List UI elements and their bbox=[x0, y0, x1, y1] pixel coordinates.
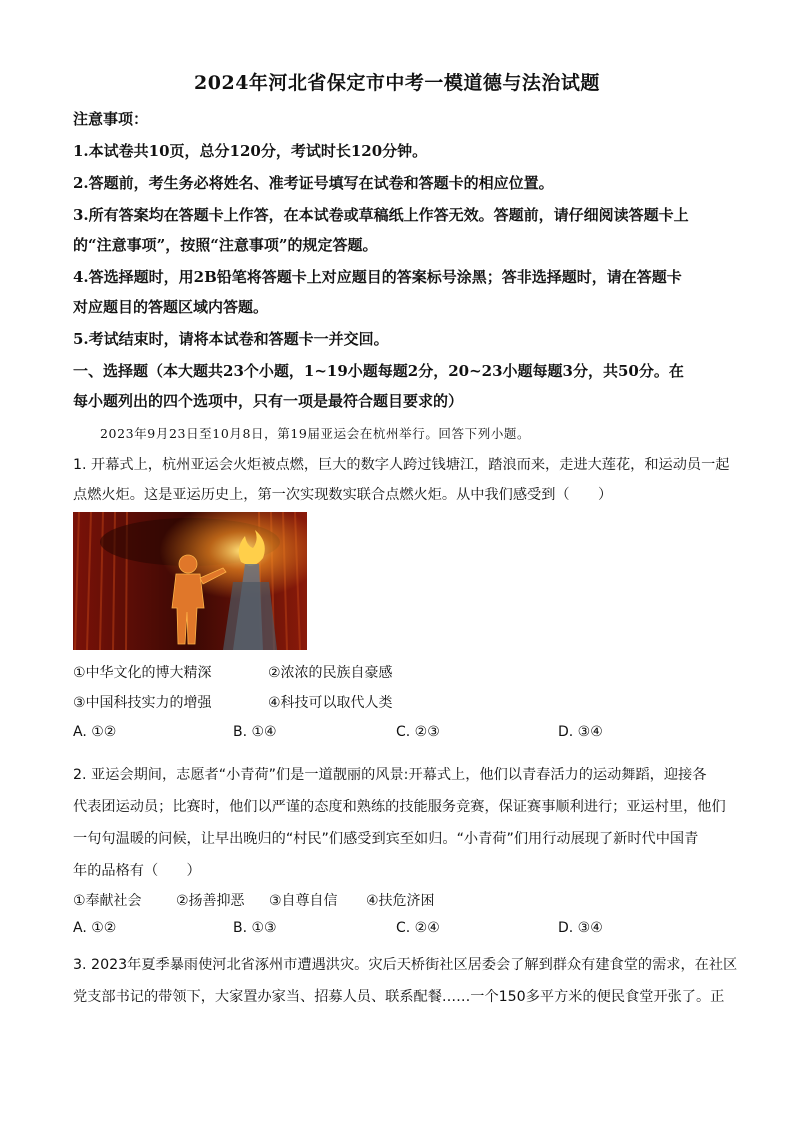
notice-item-4-cont: 对应题目的答题区域内答题。 bbox=[73, 298, 269, 316]
section-heading: 一、选择题（本大题共23个小题，1~19小题每题2分，20~23小题每题3分，共50分。在 bbox=[73, 362, 684, 380]
page-title: 2024年河北省保定市中考一模道德与法治试题 bbox=[194, 72, 600, 94]
q2-stem-line-2: 代表团运动员；比赛时，他们以严谨的态度和熟练的技能服务竞赛，保证赛事顺利进行；亚运村里，他们 bbox=[73, 799, 726, 815]
q2-statement-4: ④扶危济困 bbox=[366, 893, 435, 909]
q1-choice-b[interactable]: B. ①④ bbox=[233, 724, 277, 740]
q2-statement-3: ③自尊自信 bbox=[269, 893, 338, 909]
notice-item-3: 3.所有答案均在答题卡上作答，在本试卷或草稿纸上作答无效。答题前，请仔细阅读答题卡上 bbox=[73, 206, 689, 224]
q2-statement-1: ①奉献社会 bbox=[73, 893, 142, 909]
notice-item-2: 2.答题前，考生务必将姓名、准考证号填写在试卷和答题卡的相应位置。 bbox=[73, 174, 554, 192]
q2-statement-2: ②扬善抑恶 bbox=[176, 893, 245, 909]
q1-choice-d[interactable]: D. ③④ bbox=[558, 724, 603, 740]
notice-heading: 注意事项： bbox=[73, 110, 149, 128]
torch-lighting-photo bbox=[73, 512, 307, 650]
q2-choice-d[interactable]: D. ③④ bbox=[558, 920, 603, 936]
q2-stem-line-3: 一句句温暖的问候，让早出晚归的“村民”们感受到宾至如归。“小青荷”们用行动展现了新时代中国青 bbox=[73, 831, 699, 847]
notice-item-3-cont: 的“注意事项”，按照“注意事项”的规定答题。 bbox=[73, 236, 378, 254]
q1-choice-a[interactable]: A. ①② bbox=[73, 724, 117, 740]
q1-statement-1: ①中华文化的博大精深 bbox=[73, 665, 212, 681]
q3-stem-line-1: 3. 2023年夏季暴雨使河北省涿州市遭遇洪灾。灾后天桥街社区居委会了解到群众有建食堂的需求，在社区 bbox=[73, 957, 738, 973]
q2-stem-line-4: 年的品格有（ ） bbox=[73, 863, 201, 879]
q2-choice-c[interactable]: C. ②④ bbox=[396, 920, 440, 936]
q2-choice-b[interactable]: B. ①③ bbox=[233, 920, 277, 936]
q1-choice-c[interactable]: C. ②③ bbox=[396, 724, 440, 740]
notice-item-5: 5.考试结束时，请将本试卷和答题卡一并交回。 bbox=[73, 330, 389, 348]
q3-stem-line-2: 党支部书记的带领下，大家置办家当、招募人员、联系配餐……一个150多平方米的便民食堂开张了。正 bbox=[73, 989, 725, 1005]
q1-statement-4: ④科技可以取代人类 bbox=[268, 695, 393, 711]
question-group-intro: 2023年9月23日至10月8日，第19届亚运会在杭州举行。回答下列小题。 bbox=[100, 426, 531, 441]
q1-stem-line-1: 1. 开幕式上，杭州亚运会火炬被点燃，巨大的数字人跨过钱塘江，踏浪而来，走进大莲花，和运动员一起 bbox=[73, 457, 730, 473]
q1-statement-2: ②浓浓的民族自豪感 bbox=[268, 665, 393, 681]
notice-item-4: 4.答选择题时，用2B铅笔将答题卡上对应题目的答案标号涂黑；答非选择题时，请在答题卡 bbox=[73, 268, 682, 286]
q1-stem-line-2: 点燃火炬。这是亚运历史上，第一次实现数实联合点燃火炬。从中我们感受到（ ） bbox=[73, 487, 613, 503]
q1-statement-3: ③中国科技实力的增强 bbox=[73, 695, 212, 711]
section-heading-cont: 每小题列出的四个选项中，只有一项是最符合题目要求的） bbox=[73, 392, 464, 410]
q2-choice-a[interactable]: A. ①② bbox=[73, 920, 117, 936]
q2-stem-line-1: 2. 亚运会期间，志愿者“小青荷”们是一道靓丽的风景:开幕式上，他们以青春活力的运动舞蹈，迎接各 bbox=[73, 767, 707, 783]
notice-item-1: 1.本试卷共10页，总分120分，考试时长120分钟。 bbox=[73, 142, 428, 160]
